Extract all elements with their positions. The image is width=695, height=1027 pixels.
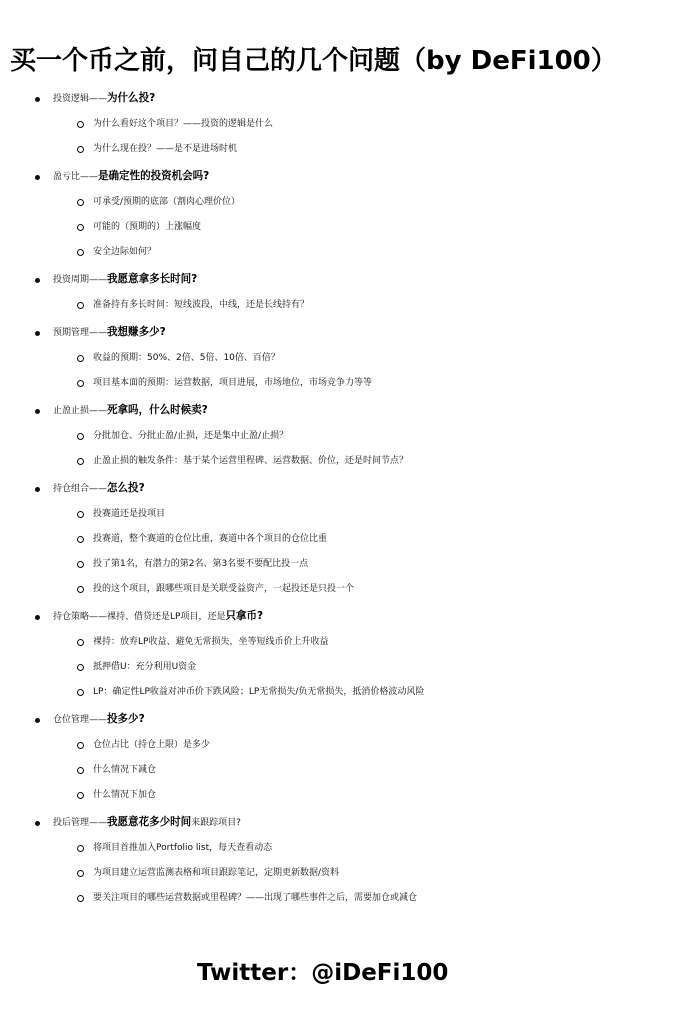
sub-question-list: [53, 424, 695, 474]
section-label: 投资逻辑——: [53, 94, 108, 104]
section-highlight: 怎么投?: [107, 482, 145, 494]
section-highlight: 只拿币?: [225, 610, 264, 622]
section-item: [0, 602, 695, 705]
section-highlight: 是确定性的投资机会吗?: [98, 170, 210, 182]
sub-question-list: [53, 190, 695, 265]
section-label: 预期管理——: [53, 328, 108, 338]
section-heading: [53, 705, 695, 733]
section-label: 持仓组合——: [53, 484, 108, 494]
sub-question-item: 收益的预期：50%、2倍、5倍、10倍、百倍？: [53, 346, 695, 371]
sub-question-list: [53, 836, 695, 911]
twitter-handle: Twitter：@iDeFi100: [197, 960, 449, 986]
section-heading: [53, 162, 695, 190]
section-heading: [53, 84, 695, 112]
section-label: 投后管理——: [53, 818, 108, 828]
section-item: [0, 318, 695, 396]
sub-question-item: LP：确定性LP收益对冲币价下跌风险；LP无常损失/负无常损失，抵消价格波动风险: [53, 680, 695, 705]
sub-question-item: 抵押借U：充分利用U资金: [53, 655, 695, 680]
sub-question-list: [53, 502, 695, 602]
section-heading: [53, 265, 695, 293]
section-label: 仓位管理——: [53, 715, 108, 725]
section-item: [0, 474, 695, 602]
sub-question-item: 投赛道还是投项目: [53, 502, 695, 527]
section-label: 止盈止损——: [53, 406, 108, 416]
sub-question-item: 可能的（预期的）上涨幅度: [53, 215, 695, 240]
section-highlight: 为什么投?: [107, 92, 156, 104]
section-highlight: 死拿吗，什么时候卖?: [107, 404, 208, 416]
sub-question-item: 项目基本面的预期：运营数据，项目进展，市场地位，市场竞争力等等: [53, 371, 695, 396]
sub-question-item: 要关注项目的哪些运营数据或里程碑？——出现了哪些事件之后，需要加仓或减仓: [53, 886, 695, 911]
section-label: 盈亏比——: [53, 172, 99, 182]
section-highlight: 我愿意花多少时间: [107, 816, 192, 828]
section-label: 投资周期——: [53, 275, 108, 285]
sub-question-item: 安全边际如何？: [53, 240, 695, 265]
sub-question-list: [53, 293, 695, 318]
sub-question-list: [53, 346, 695, 396]
sub-question-item: 为什么看好这个项目？——投资的逻辑是什么: [53, 112, 695, 137]
section-item: [0, 265, 695, 318]
section-heading: [53, 602, 695, 630]
section-suffix: 来跟踪项目?: [191, 818, 241, 828]
section-heading: [53, 474, 695, 502]
section-highlight: 投多少?: [107, 713, 145, 725]
sub-question-item: 仓位占比（持仓上限）是多少: [53, 733, 695, 758]
section-item: [0, 705, 695, 808]
section-item: [0, 162, 695, 265]
sub-question-item: 为什么现在投？——是不是进场时机: [53, 137, 695, 162]
sub-question-item: 什么情况下减仓: [53, 758, 695, 783]
page-title: 买一个币之前，问自己的几个问题（by DeFi100）: [10, 46, 617, 76]
section-highlight: 我愿意拿多长时间?: [107, 273, 198, 285]
question-list: [0, 84, 695, 911]
sub-question-item: 什么情况下加仓: [53, 783, 695, 808]
sub-question-item: 投赛道，整个赛道的仓位比重，赛道中各个项目的仓位比重: [53, 527, 695, 552]
section-label: 持仓策略——裸持、借贷还是LP项目，还是: [53, 612, 226, 622]
section-heading: [53, 318, 695, 346]
section-item: [0, 808, 695, 911]
section-heading: [53, 396, 695, 424]
section-item: [0, 84, 695, 162]
sub-question-list: [53, 733, 695, 808]
sub-question-item: 止盈止损的触发条件：基于某个运营里程碑、运营数据、价位，还是时间节点？: [53, 449, 695, 474]
sub-question-item: 分批加仓、分批止盈/止损，还是集中止盈/止损？: [53, 424, 695, 449]
sub-question-item: 将项目首推加入Portfolio list，每天查看动态: [53, 836, 695, 861]
sub-question-item: 准备持有多长时间：短线波段，中线，还是长线持有？: [53, 293, 695, 318]
section-heading: [53, 808, 695, 836]
sub-question-item: 投的这个项目，跟哪些项目是关联受益资产，一起投还是只投一个: [53, 577, 695, 602]
sub-question-item: 为项目建立运营监测表格和项目跟踪笔记，定期更新数据/资料: [53, 861, 695, 886]
sub-question-item: 可承受/预期的底部（割肉心理价位）: [53, 190, 695, 215]
sub-question-list: [53, 112, 695, 162]
sub-question-item: 裸持：放弃LP收益、避免无常损失，坐等短线币价上升收益: [53, 630, 695, 655]
section-highlight: 我想赚多少?: [107, 326, 166, 338]
sub-question-list: [53, 630, 695, 705]
section-item: [0, 396, 695, 474]
sub-question-item: 投了第1名，有潜力的第2名、第3名要不要配比投一点: [53, 552, 695, 577]
